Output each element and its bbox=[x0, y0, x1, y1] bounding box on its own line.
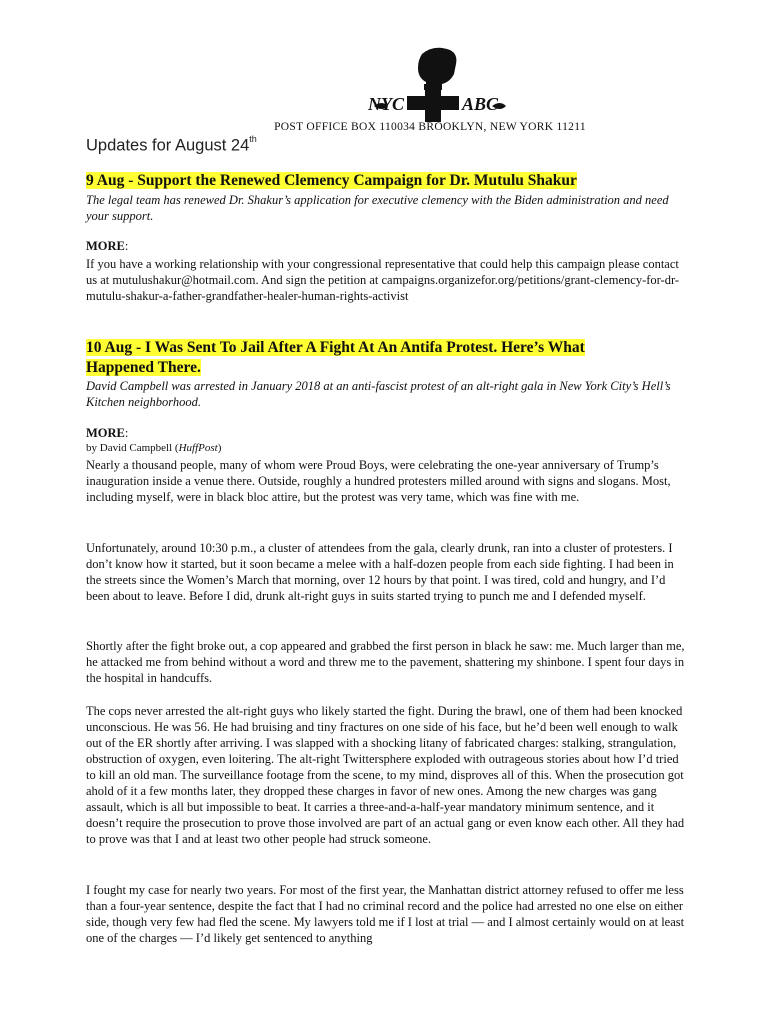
logo-text-left: NYC bbox=[368, 94, 404, 114]
logo-text-right: ABC bbox=[462, 94, 499, 114]
article-1-headline[interactable]: 9 Aug - Support the Renewed Clemency Campaign for Dr. Mutulu Shakur bbox=[86, 172, 577, 189]
article-2-paragraph-5: I fought my case for nearly two years. For most of the first year, the Manhattan district attorney refused to offer me less than a four-year sentence, despite the fact that I had no criminal record and the police had arrested no one else on either side, though very few had fled the scene. My lawyers told me if I lost at trial — and I almost certainly would on at least one of the charges — I’d likely get sentenced to anything bbox=[86, 883, 685, 945]
updates-heading bbox=[86, 136, 257, 156]
nyc-abc-logo bbox=[304, 44, 564, 122]
article-1-more-label: MORE: bbox=[86, 239, 129, 253]
byline-source-link[interactable]: HuffPost bbox=[178, 442, 218, 454]
post-office-address: POST OFFICE BOX 110034 BROOKLYN, NEW YORK 11211 bbox=[274, 121, 586, 133]
cross-icon bbox=[407, 86, 459, 122]
article-2-headline[interactable]: 10 Aug - I Was Sent To Jail After A Fight At An Antifa Protest. Here’s What Happened There. bbox=[86, 339, 585, 376]
article-2-paragraph-1: Nearly a thousand people, many of whom were Proud Boys, were celebrating the one-year anniversary of Trump’s inauguration inside a venue there. Outside, roughly a hundred protesters milled around with signs and slogans. Most, including myself, were in black bloc attire, but the protest was very tame, which was fine with me. bbox=[86, 458, 671, 504]
article-2-more-label: MORE: bbox=[86, 426, 129, 440]
article-2-paragraph-4: The cops never arrested the alt-right guys who likely started the fight. During the brawl, one of them had been knocked unconscious. He was 56. He had bruising and tiny fractures on one side of his face, but he’d been well enough to walk out of the ER shortly after arriving. I was slapped with a shocking litany of fabricated charges: stalking, strangulation, obstruction of oxygen, even loitering. The alt-right Twittersphere exploded with outrageous stories about how I’d tried to kill an old man. The surveillance footage from the scene, to my mind, disproves all of this. When the prosecution got ahold of it a few months later, they dropped these charges in favor of new ones. Among the new charges was gang assault, which is all but impossible to beat. It carries a three-and-a-half-year mandatory minimum sentence, and it doesn’t require the prosecution to prove those involved are part of an actual gang or even know each other. All they had to prove was that I and at least two other people had struck someone. bbox=[86, 704, 685, 846]
updates-title: Updates for August 24 bbox=[86, 136, 250, 155]
article-1-body: If you have a working relationship with your congressional representative that could help this campaign please contact us at mutulushakur@hotmail.com. And sign the petition at campaigns.organizefor.org/petitions/grant-clemency-for-dr-mutulu-shakur-a-father-grandfather-healer-human-rights-activist bbox=[86, 257, 680, 303]
fist-icon bbox=[418, 48, 456, 90]
article-2-paragraph-2: Unfortunately, around 10:30 p.m., a cluster of attendees from the gala, clearly drunk, ran into a cluster of protesters. I don’t know how it started, but it soon became a melee with a half-dozen people from each side fighting. I had been in the streets since the Women’s March that morning, over 12 hours by that point. I was tired, cold and hungry, and I’d been about to leave. Before I did, drunk alt-right guys in suits started trying to punch me and I defended myself. bbox=[86, 541, 674, 603]
article-1-deck: The legal team has renewed Dr. Shakur’s application for executive clemency with the Biden administration and need your support. bbox=[86, 193, 669, 223]
article-2-byline: by David Campbell (HuffPost) bbox=[86, 442, 222, 454]
article-2-deck: David Campbell was arrested in January 2018 at an anti-fascist protest of an alt-right gala in New York City’s Hell’s Kitchen neighborhood. bbox=[86, 379, 671, 409]
updates-sup: th bbox=[249, 134, 257, 144]
article-2-paragraph-3: Shortly after the fight broke out, a cop appeared and grabbed the first person in black he saw: me. Much larger than me, he attacked me from behind without a word and threw me to the pavement, shattering my shinbone. I spent four days in the hospital in handcuffs. bbox=[86, 639, 685, 685]
